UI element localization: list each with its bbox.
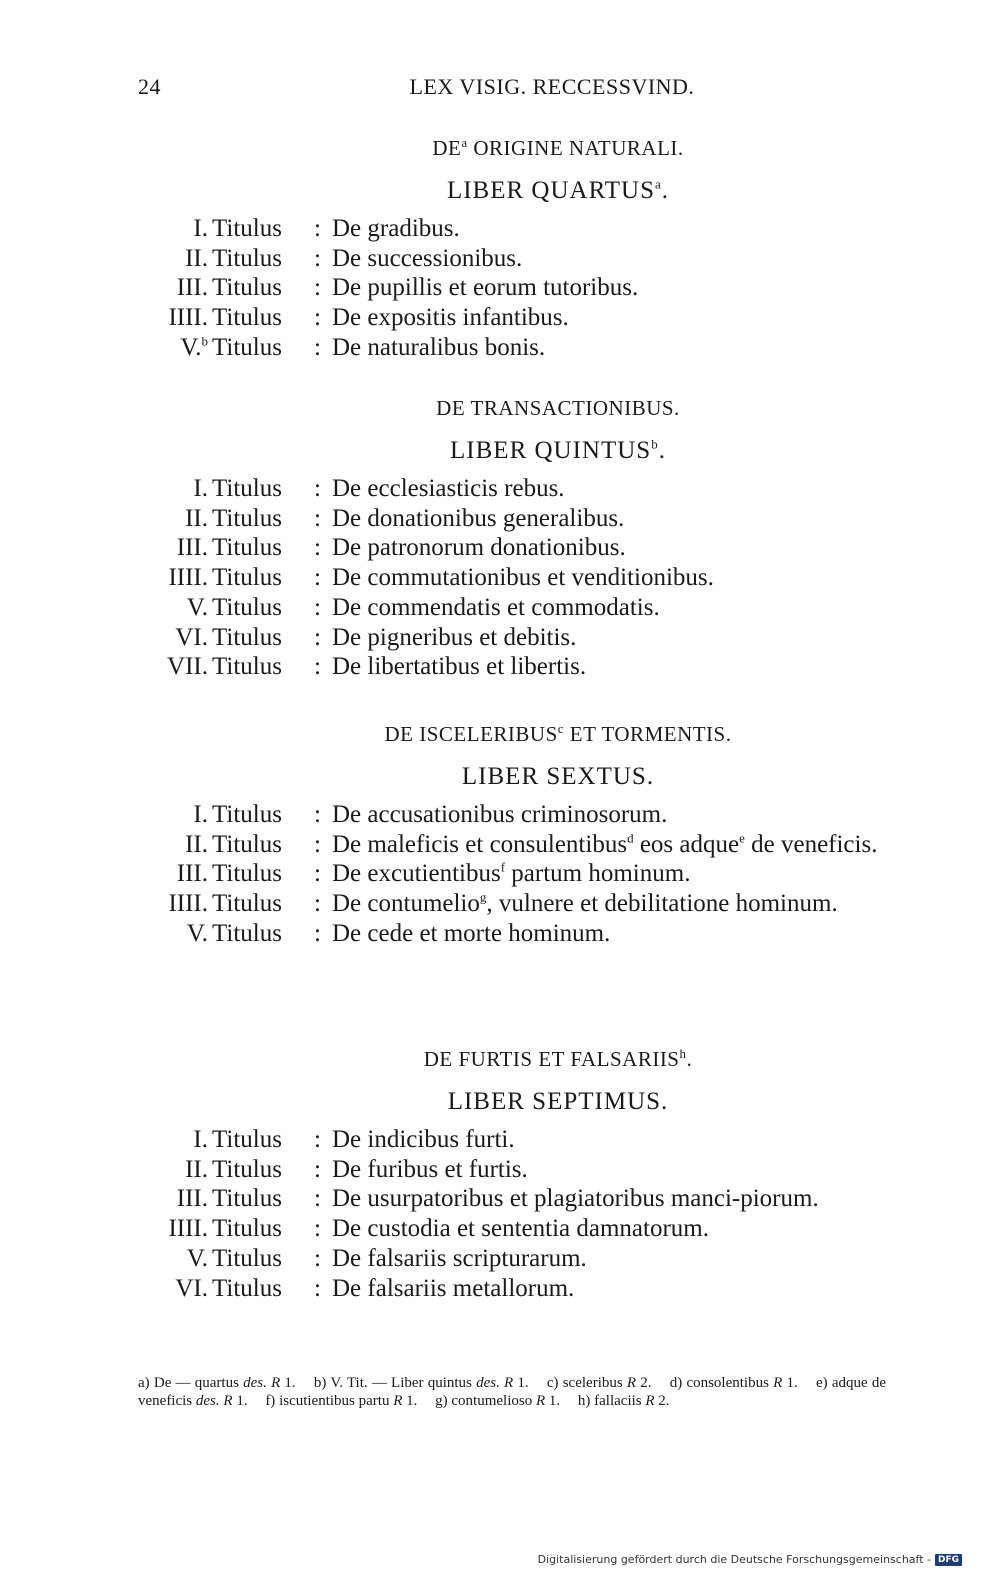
footnote-tail: 1. [280, 1375, 296, 1391]
titulus-colon: : [314, 1126, 321, 1153]
footnote-text: fallaciis [594, 1393, 642, 1409]
titulus-entry [138, 474, 898, 504]
footnote-marker: b [651, 436, 659, 452]
footnote-text: consolentibus [686, 1375, 769, 1391]
titulus-list [138, 214, 898, 363]
titulus-description-text: De maleficis et consulentibus [332, 830, 628, 858]
titulus-entry [138, 830, 898, 860]
titulus-numeral: IIII. [168, 304, 208, 332]
titulus-number [138, 273, 208, 303]
footnote-text: adque de veneficis [138, 1375, 887, 1409]
titulus-entry [138, 1274, 898, 1304]
titulus-list [138, 474, 898, 682]
titulus-description: De commendatis et commodatis. [332, 593, 660, 621]
titulus-number [138, 1274, 208, 1304]
titulus-numeral: I. [193, 215, 208, 242]
titulus-number [138, 919, 208, 949]
titulus-entry [138, 652, 898, 682]
footnote-marker: b [201, 333, 208, 349]
footnote-siglum: des. R [195, 1393, 233, 1409]
titulus-description: De indicibus furti. [332, 1126, 515, 1153]
titulus-word: Titulus [212, 564, 282, 592]
titulus-word: Titulus [212, 623, 282, 651]
footnote-mark: b) [313, 1375, 327, 1391]
titulus-word: Titulus [212, 1244, 282, 1272]
titulus-description: De successionibus. [332, 244, 523, 272]
book-title-text: LIBER SEXTUS. [461, 763, 655, 790]
titulus-description [332, 830, 898, 860]
titulus-word: Titulus [212, 801, 282, 828]
titulus-word: Titulus [212, 1274, 282, 1302]
footnote-mark: h) [577, 1393, 591, 1409]
titulus-colon: : [314, 304, 321, 332]
titulus-entry [138, 563, 898, 593]
titulus-number [138, 800, 208, 830]
footnote-tail: 1. [513, 1375, 529, 1391]
footnote-marker: d [627, 830, 634, 846]
footnote-marker: e [739, 830, 745, 846]
book-subtitle-rest: ORIGINE NATURALI. [467, 136, 684, 160]
titulus-numeral: IIII. [168, 564, 208, 592]
titulus-colon: : [314, 333, 321, 361]
titulus-numeral: I. [193, 1126, 208, 1153]
titulus-numeral: VII. [167, 653, 208, 681]
titulus-colon: : [314, 593, 321, 621]
footnote [547, 1375, 652, 1391]
page-number: 24 [138, 74, 161, 99]
footnote-marker: g [479, 889, 487, 905]
titulus-numeral: II. [185, 244, 208, 272]
titulus-entry [138, 244, 898, 274]
titulus-colon: : [314, 475, 321, 502]
titulus-numeral: IIII. [168, 890, 208, 918]
book-section [138, 394, 898, 682]
titulus-numeral: VI. [175, 1274, 208, 1302]
footnote [265, 1393, 417, 1409]
titulus-entry [138, 1184, 898, 1214]
footnote-mark: f) [265, 1393, 276, 1409]
titulus-word: Titulus [212, 1155, 282, 1183]
footnote-text: De — quartus [153, 1375, 239, 1391]
titulus-numeral: II. [185, 504, 208, 532]
titulus-number [138, 1214, 208, 1244]
titulus-numeral: VI. [175, 623, 208, 651]
titulus-entry [138, 533, 898, 563]
titulus-entry [138, 1125, 898, 1155]
book-subtitle [138, 720, 898, 748]
titulus-entry [138, 919, 898, 949]
titulus-word: Titulus [212, 860, 282, 888]
titulus-numeral: IIII. [168, 1215, 208, 1243]
titulus-description-text: eos adque [633, 830, 740, 858]
titulus-colon: : [314, 1185, 321, 1213]
book-subtitle-text: DE FURTIS ET FALSARIIS [423, 1047, 680, 1071]
credit-text: Digitalisierung gefördert durch die Deutsche Forschungsgemeinschaft - [537, 1553, 931, 1566]
titulus-number [138, 533, 208, 563]
titulus-numeral: III. [176, 274, 208, 302]
titulus-description-text: de veneficis. [744, 830, 878, 858]
titulus-entry [138, 303, 898, 333]
footnote [578, 1393, 670, 1409]
footnote-siglum: R [393, 1393, 403, 1409]
titulus-word: Titulus [212, 244, 282, 272]
titulus-description-text: De excutientibus [332, 860, 501, 888]
titulus-numeral: III. [176, 860, 208, 888]
titulus-colon: : [314, 1155, 321, 1183]
titulus-description [332, 859, 898, 889]
titulus-description: De ecclesiasticis rebus. [332, 475, 565, 502]
footnote-marker: c [557, 721, 565, 736]
titulus-word: Titulus [212, 919, 282, 947]
titulus-colon: : [314, 919, 321, 947]
titulus-description: De commutationibus et venditionibus. [332, 564, 714, 592]
titulus-numeral: V. [180, 333, 202, 361]
titulus-number [138, 214, 208, 244]
footnote [314, 1375, 529, 1391]
book-subtitle-rest: ET TORMENTIS. [564, 722, 732, 746]
titulus-description: De falsariis scripturarum. [332, 1244, 587, 1272]
book-title [138, 758, 898, 796]
footnote-mark: a) [138, 1375, 150, 1391]
titulus-numeral: V. [186, 1244, 208, 1272]
titulus-description-text: De contumelio [332, 890, 480, 918]
book-title-text: LIBER SEPTIMUS. [447, 1088, 669, 1115]
titulus-number [138, 303, 208, 333]
digitization-credit [538, 1553, 962, 1566]
book-subtitle-text: DE [432, 136, 462, 160]
titulus-word: Titulus [212, 653, 282, 681]
titulus-description [332, 889, 898, 919]
titulus-numeral: I. [193, 801, 208, 828]
titulus-description: De gradibus. [332, 215, 460, 242]
titulus-number [138, 1244, 208, 1274]
footnote-siglum: R [773, 1375, 783, 1391]
titulus-entry [138, 859, 898, 889]
titulus-colon: : [314, 653, 321, 681]
titulus-entry [138, 1244, 898, 1274]
titulus-word: Titulus [212, 475, 282, 502]
titulus-colon: : [314, 860, 321, 888]
titulus-entry [138, 623, 898, 653]
footnote-text: contumelioso [451, 1393, 533, 1409]
titulus-description-text: , vulnere et debilitatione hominum. [486, 890, 838, 918]
titulus-word: Titulus [212, 274, 282, 302]
footnote [435, 1393, 560, 1409]
titulus-entry [138, 504, 898, 534]
footnote-tail: 1. [232, 1393, 248, 1409]
titulus-description: De naturalibus bonis. [332, 333, 546, 361]
titulus-number [138, 830, 208, 860]
titulus-colon: : [314, 801, 321, 828]
book-section [138, 720, 898, 949]
titulus-entry [138, 214, 898, 244]
titulus-description: De pigneribus et debitis. [332, 623, 577, 651]
titulus-colon: : [314, 890, 321, 918]
footnote-mark: g) [435, 1393, 448, 1409]
book-subtitle [138, 134, 898, 162]
titulus-word: Titulus [212, 504, 282, 532]
titulus-word: Titulus [212, 830, 282, 858]
titulus-entry [138, 1214, 898, 1244]
book-section [138, 1045, 898, 1303]
titulus-numeral: III. [176, 534, 208, 562]
titulus-description-text: partum hominum. [505, 860, 691, 888]
titulus-number [138, 859, 208, 889]
footnote-text: sceleribus [562, 1375, 623, 1391]
dfg-logo: DFG [935, 1554, 962, 1566]
titulus-word: Titulus [212, 304, 282, 332]
titulus-word: Titulus [212, 215, 282, 242]
footnote-tail: 2. [654, 1393, 670, 1409]
titulus-number [138, 652, 208, 682]
titulus-number [138, 244, 208, 274]
footnote-siglum: R [645, 1393, 655, 1409]
book-title [138, 432, 898, 470]
titulus-entry [138, 1155, 898, 1185]
footnote-tail: 1. [402, 1393, 418, 1409]
titulus-number [138, 563, 208, 593]
titulus-number [138, 623, 208, 653]
book-title [138, 1083, 898, 1121]
titulus-entry [138, 889, 898, 919]
titulus-list [138, 800, 898, 949]
footnote-siglum: des. R [243, 1375, 281, 1391]
book-title-end: . [658, 437, 666, 464]
book-subtitle-rest: . [686, 1047, 693, 1071]
footnote-text: V. Tit. — Liber quintus [330, 1375, 472, 1391]
titulus-number [138, 593, 208, 623]
book-subtitle-text: DE TRANSACTIONIBUS. [436, 396, 680, 420]
titulus-word: Titulus [212, 593, 282, 621]
titulus-numeral: II. [185, 1155, 208, 1183]
footnote-tail: 2. [636, 1375, 652, 1391]
titulus-number [138, 333, 208, 363]
footnote-mark: d) [669, 1375, 683, 1391]
titulus-entry [138, 800, 898, 830]
running-title: LEX VISIG. RECCESSVIND. [409, 74, 695, 99]
titulus-word: Titulus [212, 534, 282, 562]
titulus-numeral: V. [186, 593, 208, 621]
titulus-description: De expositis infantibus. [332, 304, 569, 332]
titulus-colon: : [314, 504, 321, 532]
titulus-colon: : [314, 1244, 321, 1272]
footnote-siglum: R [626, 1375, 637, 1391]
book-title [138, 172, 898, 210]
titulus-description: De usurpatoribus et plagiatoribus manci-piorum. [332, 1185, 819, 1213]
footnote-marker: a [655, 176, 662, 192]
footnote-mark: e) [815, 1375, 828, 1391]
titulus-description: De falsariis metallorum. [332, 1274, 575, 1302]
footnote-tail: 1. [545, 1393, 561, 1409]
titulus-description: De pupillis et eorum tutoribus. [332, 274, 639, 302]
titulus-number [138, 1184, 208, 1214]
footnote [138, 1375, 296, 1391]
titulus-description: De donationibus generalibus. [332, 504, 625, 532]
footnote-marker: h [679, 1046, 687, 1061]
titulus-entry [138, 273, 898, 303]
titulus-colon: : [314, 534, 321, 562]
titulus-number [138, 1125, 208, 1155]
titulus-description: De custodia et sententia damnatorum. [332, 1215, 709, 1243]
titulus-number [138, 889, 208, 919]
titulus-number [138, 504, 208, 534]
titulus-description: De libertatibus et libertis. [332, 653, 587, 681]
titulus-description: De accusationibus criminosorum. [332, 801, 668, 828]
titulus-colon: : [314, 1215, 321, 1243]
footnote-mark: c) [546, 1375, 559, 1391]
book-subtitle-text: DE ISCELERIBUS [384, 722, 558, 746]
titulus-word: Titulus [212, 1215, 282, 1243]
book-title-end: . [661, 177, 670, 204]
titulus-number [138, 1155, 208, 1185]
titulus-colon: : [314, 564, 321, 592]
book-subtitle [138, 1045, 898, 1073]
book-subtitle [138, 394, 898, 422]
titulus-list [138, 1125, 898, 1303]
footnote-siglum: des. R [476, 1375, 514, 1391]
titulus-word: Titulus [212, 1185, 282, 1213]
titulus-numeral: II. [185, 830, 208, 858]
titulus-entry [138, 333, 898, 363]
footnote-siglum: R [535, 1393, 546, 1409]
titulus-numeral: I. [193, 475, 208, 502]
titulus-colon: : [314, 215, 321, 242]
titulus-numeral: V. [186, 919, 208, 947]
titulus-colon: : [314, 244, 321, 272]
footnote-marker: a [461, 135, 468, 150]
footnote-marker: f [500, 860, 506, 876]
footnotes [138, 1374, 886, 1410]
titulus-colon: : [314, 623, 321, 651]
titulus-entry [138, 593, 898, 623]
titulus-word: Titulus [212, 890, 282, 918]
titulus-description: De cede et morte hominum. [332, 919, 611, 947]
titulus-numeral: III. [176, 1185, 208, 1213]
book-section [138, 134, 898, 363]
titulus-word: Titulus [212, 1126, 282, 1153]
footnote-text: iscutientibus partu [279, 1393, 390, 1409]
book-title-text: LIBER QUINTUS [450, 437, 652, 464]
titulus-colon: : [314, 1274, 321, 1302]
footnote [670, 1375, 798, 1391]
titulus-word: Titulus [212, 333, 282, 361]
titulus-description: De patronorum donationibus. [332, 534, 626, 562]
titulus-colon: : [314, 830, 321, 858]
book-title-text: LIBER QUARTUS [446, 177, 655, 204]
running-header [138, 74, 886, 106]
titulus-number [138, 474, 208, 504]
titulus-colon: : [314, 274, 321, 302]
footnote-tail: 1. [782, 1375, 798, 1391]
titulus-description: De furibus et furtis. [332, 1155, 528, 1183]
